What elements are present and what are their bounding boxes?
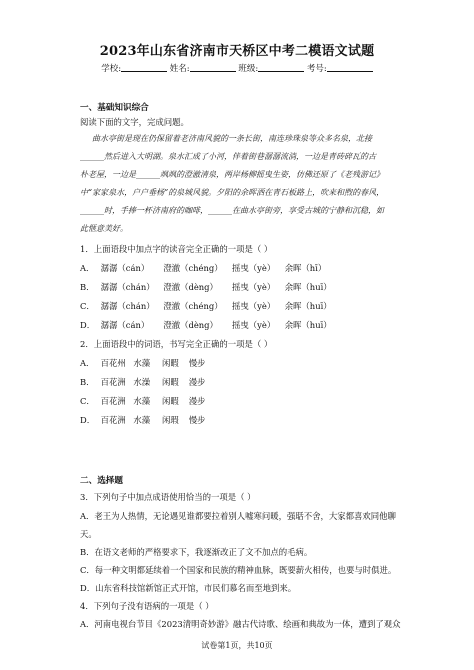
option-label: C．	[80, 301, 95, 311]
section-heading-choice: 二、选择题	[80, 476, 123, 486]
option-item: 水澡	[133, 377, 151, 387]
option-item: 潺潺（cán）	[100, 263, 150, 273]
option-item: 百花洲	[100, 415, 126, 425]
question-1-option-a[interactable]	[80, 262, 414, 274]
passage-line: ______然后进入大明湖。泉水汇成了小河，伴着街巷潺潺流淌，一边是青砖碎瓦的古	[80, 152, 376, 161]
question-2-option-a[interactable]	[80, 357, 414, 369]
option-label: B．	[80, 282, 95, 292]
option-item: 百花州	[100, 358, 126, 368]
option-item: 水藻	[133, 415, 151, 425]
option-item: 摇曳（yè）	[232, 301, 276, 311]
question-3-option-a[interactable]: A．老王为人热情，无论遇见谁都要拉着别人嘘寒问暖，强聒不舍，大家都喜欢同他聊	[80, 511, 396, 521]
school-blank[interactable]	[121, 62, 167, 72]
question-2-option-c[interactable]	[80, 395, 414, 407]
exam-no-label: 考号:	[306, 64, 327, 74]
option-item: 澄澈（dèng）	[163, 282, 218, 292]
question-1-stem: 1．上面语段中加点字的读音完全正确的一项是（ ）	[80, 244, 273, 254]
name-label: 姓名:	[169, 64, 190, 74]
option-item: 摇曳（yè）	[232, 282, 276, 292]
option-item: 百花洲	[100, 377, 126, 387]
option-item: 潺潺（cán）	[100, 320, 150, 330]
question-1-option-b[interactable]	[80, 281, 414, 293]
option-item: 慢步	[188, 358, 206, 368]
question-4-option-a[interactable]: A．河南电视台节目《2023清明奇妙游》融古代诗歌、绘画和典故为一体，遭到了观众	[80, 619, 401, 629]
option-label: D．	[80, 320, 96, 330]
option-item: 摇曳（yè）	[232, 263, 276, 273]
option-item: 闲暇	[162, 396, 179, 406]
option-item: 闲暇	[162, 358, 179, 368]
option-item: 余晖（huī）	[284, 301, 332, 311]
option-item: 百花洲	[100, 396, 126, 406]
page-footer: 试卷第1页，共10页	[201, 641, 273, 650]
passage-line: 此惬意美好。	[80, 224, 128, 233]
option-item: 摇曳（yè）	[232, 320, 276, 330]
question-4-stem: 4．下列句子没有语病的一项是（ ）	[80, 601, 214, 611]
option-item: 潺潺（chán）	[100, 301, 155, 311]
question-3-option-d[interactable]: D．山东省科技馆新馆正式开馆，市民们慕名而至地到来。	[80, 583, 297, 593]
option-item: 潺潺（chán）	[100, 282, 155, 292]
question-3-option-b[interactable]: B．在语文老师的严格要求下，我逐渐改正了文不加点的毛病。	[80, 547, 313, 557]
question-1-option-c[interactable]	[80, 300, 414, 312]
option-label: A．	[80, 358, 95, 368]
option-item: 澄澈（chéng）	[163, 263, 223, 273]
class-blank[interactable]	[258, 62, 304, 72]
option-item: 闲暇	[162, 377, 179, 387]
option-item: 余晖（hī）	[284, 263, 327, 273]
passage-line: 曲水亭街是现在仍保留着老济南风貌的一条长街，南连珍珠泉等众多名泉，北接	[92, 134, 372, 143]
section-intro: 阅读下面的文字，完成问题。	[80, 117, 189, 127]
class-label: 班级:	[238, 64, 259, 74]
option-label: D．	[80, 415, 96, 425]
question-3-option-a-cont: 天。	[80, 529, 97, 539]
option-item: 澄澈（chéng）	[163, 301, 223, 311]
name-blank[interactable]	[190, 62, 236, 72]
option-item: 漫步	[188, 396, 206, 406]
question-2-option-b[interactable]	[80, 376, 414, 388]
question-3-stem: 3．下列句子中加点成语使用恰当的一项是（ ）	[80, 492, 256, 502]
passage-line: ______时，手捧一杯济南府的咖啡，______在曲水亭街旁，享受古城的宁静和沉稳，如	[80, 206, 384, 215]
page-title: 2023年山东省济南市天桥区中考二模语文试题	[99, 44, 375, 59]
option-item: 余晖（huī）	[284, 320, 332, 330]
question-2-stem: 2．上面语段中的词语，书写完全正确的一项是（ ）	[80, 339, 273, 349]
option-item: 余晖（huī）	[284, 282, 332, 292]
question-2-option-d[interactable]	[80, 414, 414, 426]
passage-line: 中“家家泉水，户户垂杨”的泉城风貌。夕阳的余晖洒在青石板路上，吹来和煦的春风，	[80, 188, 385, 197]
option-item: 水藻	[133, 358, 151, 368]
option-item: 慢步	[188, 415, 206, 425]
option-label: A．	[80, 263, 95, 273]
option-item: 澄澈（dèng）	[163, 320, 218, 330]
option-label: C．	[80, 396, 95, 406]
school-label: 学校:	[101, 64, 122, 74]
section-heading-basic: 一、基础知识综合	[80, 103, 149, 113]
option-label: B．	[80, 377, 95, 387]
option-item: 闲瑕	[162, 415, 179, 425]
question-3-option-c[interactable]: C．每一种文明都延续着一个国家和民族的精神血脉，既要薪火相传，也要与时俱进。	[80, 565, 397, 575]
question-1-option-d[interactable]	[80, 319, 414, 331]
student-info-line	[0, 62, 474, 74]
option-item: 水藻	[133, 396, 151, 406]
option-item: 漫步	[188, 377, 206, 387]
exam-no-blank[interactable]	[327, 62, 373, 72]
passage-line: 朴老屋，一边是______飒飒的澄澈清泉，两岸杨柳摇曳生姿，仿佛还原了《老残游记》	[80, 170, 384, 179]
